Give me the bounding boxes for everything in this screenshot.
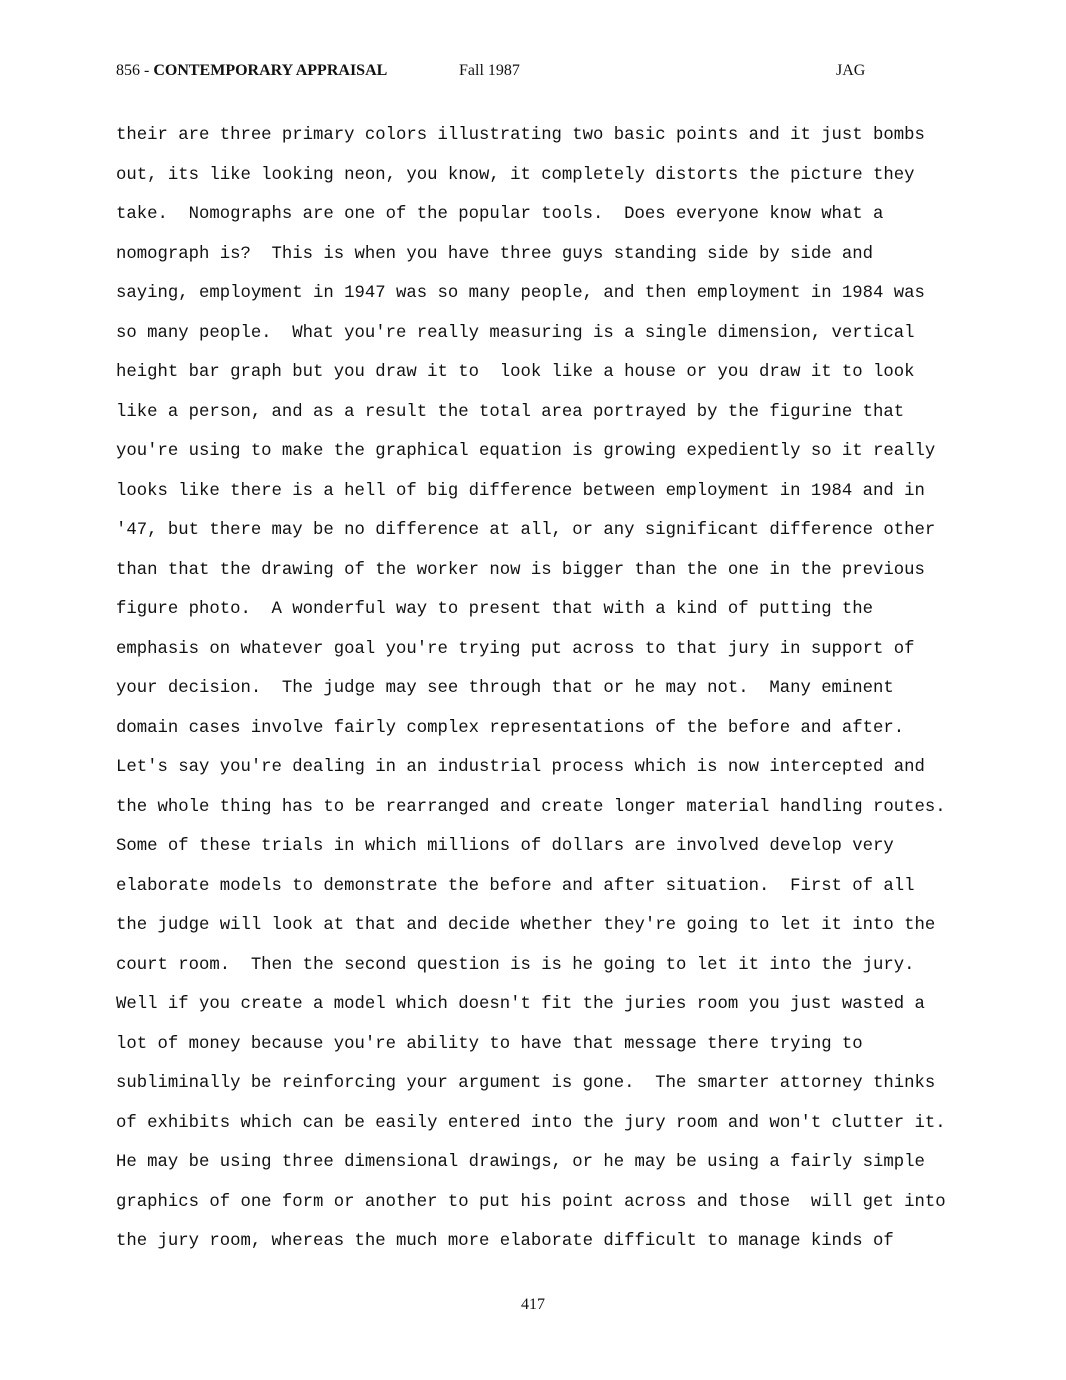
course-number: 856 - bbox=[116, 62, 154, 79]
transcript-line: the whole thing has to be rearranged and create longer material handling routes. bbox=[116, 797, 946, 817]
transcript-line: figure photo. A wonderful way to present that with a kind of putting the bbox=[116, 600, 874, 619]
transcript-line: domain cases involve fairly complex representations of the before and after. bbox=[116, 718, 905, 738]
transcript-line: their are three primary colors illustrating two basic points and it just bombs bbox=[116, 126, 925, 145]
course-title: CONTEMPORARY APPRAISAL bbox=[153, 62, 388, 79]
transcript-line: you're using to make the graphical equation is growing expediently so it really bbox=[116, 442, 936, 461]
transcript-line: the jury room, whereas the much more elaborate difficult to manage kinds of bbox=[116, 1232, 894, 1251]
term-label: Fall 1987 bbox=[459, 62, 520, 79]
transcript-line: subliminally be reinforcing your argument is gone. The smarter attorney thinks bbox=[116, 1074, 936, 1093]
transcript-line: of exhibits which can be easily entered into the jury room and won't clutter it. bbox=[116, 1113, 946, 1133]
transcript-line: height bar graph but you draw it to look like a house or you draw it to look bbox=[116, 363, 915, 382]
transcript-line: court room. Then the second question is is he going to let it into the jury. bbox=[116, 955, 915, 975]
transcript-line: Well if you create a model which doesn't fit the juries room you just wasted a bbox=[116, 995, 925, 1014]
page-header bbox=[0, 62, 1066, 86]
transcript-line: '47, but there may be no difference at all, or any significant difference other bbox=[116, 521, 936, 540]
transcript-line: saying, employment in 1947 was so many people, and then employment in 1984 was bbox=[116, 284, 925, 303]
transcript-line: graphics of one form or another to put his point across and those will get into bbox=[116, 1192, 946, 1212]
transcript-line: lot of money because you're ability to have that message there trying to bbox=[116, 1034, 863, 1054]
page-number: 417 bbox=[521, 1296, 545, 1313]
transcript-body bbox=[116, 116, 1016, 1262]
transcript-line: your decision. The judge may see through that or he may not. Many eminent bbox=[116, 679, 894, 698]
transcript-line: than that the drawing of the worker now is bigger than the one in the previous bbox=[116, 560, 925, 580]
transcript-line: Some of these trials in which millions of dollars are involved develop very bbox=[116, 837, 894, 856]
transcript-line: emphasis on whatever goal you're trying put across to that jury in support of bbox=[116, 639, 915, 659]
author-initials: JAG bbox=[836, 62, 866, 79]
course-heading bbox=[116, 62, 387, 80]
transcript-line: nomograph is? This is when you have three guys standing side by side and bbox=[116, 244, 874, 264]
transcript-line: the judge will look at that and decide whether they're going to let it into the bbox=[116, 916, 936, 935]
transcript-line: take. Nomographs are one of the popular tools. Does everyone know what a bbox=[116, 205, 884, 224]
transcript-line: elaborate models to demonstrate the before and after situation. First of all bbox=[116, 876, 915, 896]
transcript-line: Let's say you're dealing in an industrial process which is now intercepted and bbox=[116, 758, 925, 777]
transcript-line: like a person, and as a result the total area portrayed by the figurine that bbox=[116, 402, 905, 422]
transcript-line: looks like there is a hell of big difference between employment in 1984 and in bbox=[116, 481, 925, 501]
transcript-line: out, its like looking neon, you know, it completely distorts the picture they bbox=[116, 165, 915, 185]
transcript-line: He may be using three dimensional drawings, or he may be using a fairly simple bbox=[116, 1153, 925, 1172]
transcript-line: so many people. What you're really measuring is a single dimension, vertical bbox=[116, 323, 915, 343]
